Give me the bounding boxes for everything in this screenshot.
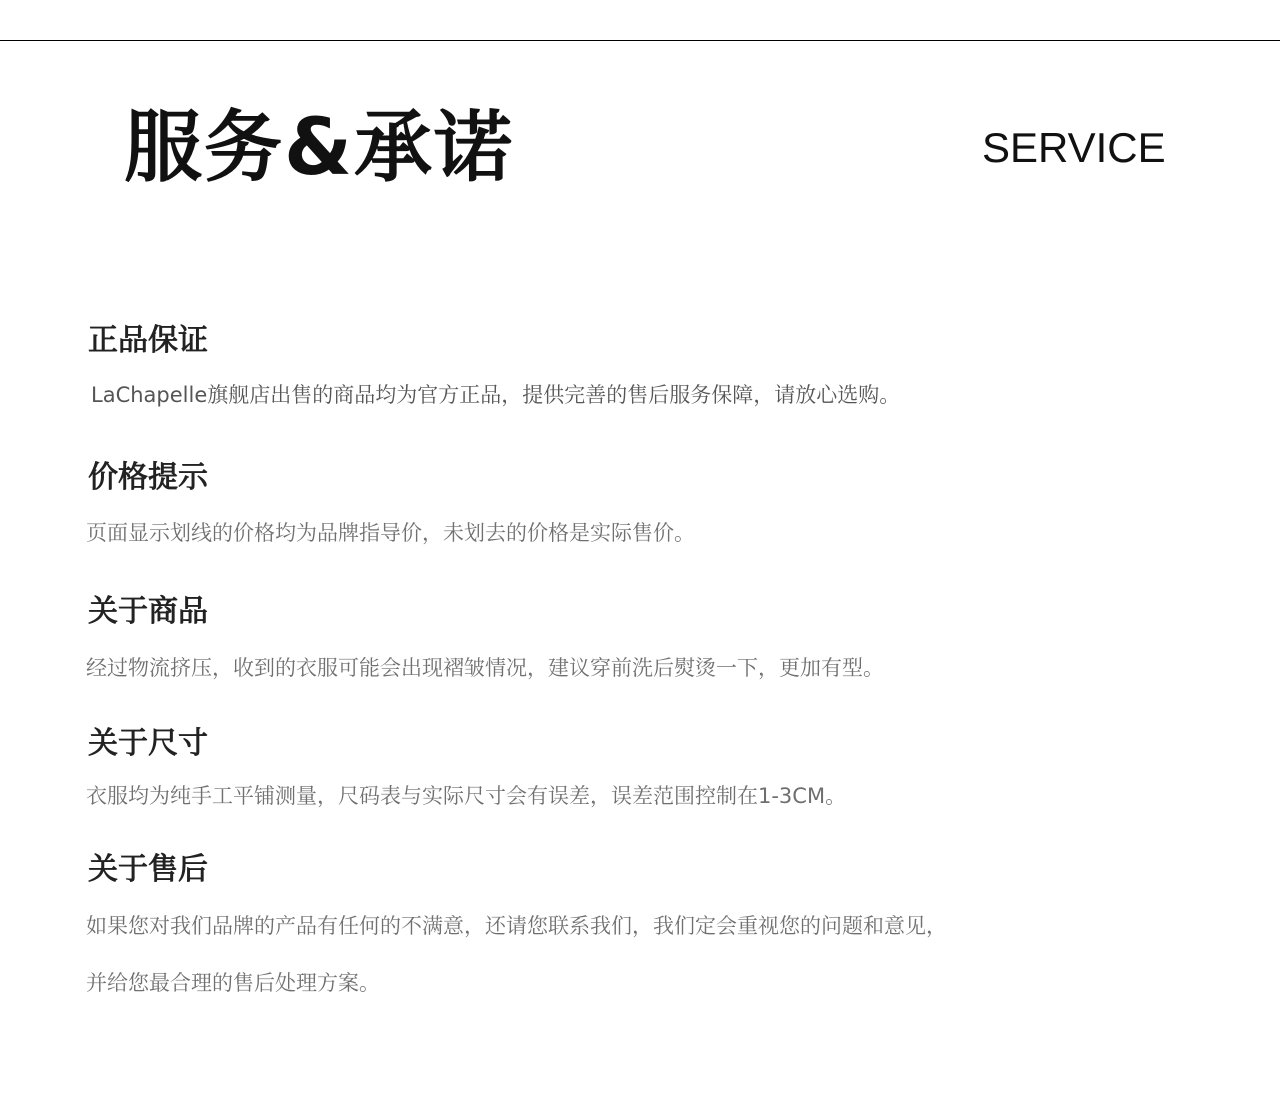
section-title-aftersales: 关于售后 — [88, 852, 208, 887]
section-text-price: 页面显示划线的价格均为品牌指导价，未划去的价格是实际售价。 — [86, 521, 695, 545]
section-text-size: 衣服均为纯手工平铺测量，尺码表与实际尺寸会有误差，误差范围控制在1-3CM。 — [86, 784, 847, 808]
section-title-size: 关于尺寸 — [88, 726, 208, 761]
section-title-authenticity: 正品保证 — [88, 323, 208, 358]
section-title-price: 价格提示 — [88, 460, 208, 495]
section-text-aftersales-line2: 并给您最合理的售后处理方案。 — [86, 971, 380, 995]
section-title-product: 关于商品 — [88, 594, 208, 629]
section-text-authenticity: LaChapelle旗舰店出售的商品均为官方正品，提供完善的售后服务保障，请放心选购。 — [91, 383, 901, 407]
section-text-aftersales-line1: 如果您对我们品牌的产品有任何的不满意，还请您联系我们，我们定会重视您的问题和意见， — [86, 914, 947, 938]
page-title: 服务&承诺 — [124, 103, 515, 193]
top-divider — [0, 40, 1280, 41]
page-subtitle-en: SERVICE — [982, 124, 1166, 171]
section-text-product: 经过物流挤压，收到的衣服可能会出现褶皱情况，建议穿前洗后熨烫一下，更加有型。 — [86, 656, 884, 680]
